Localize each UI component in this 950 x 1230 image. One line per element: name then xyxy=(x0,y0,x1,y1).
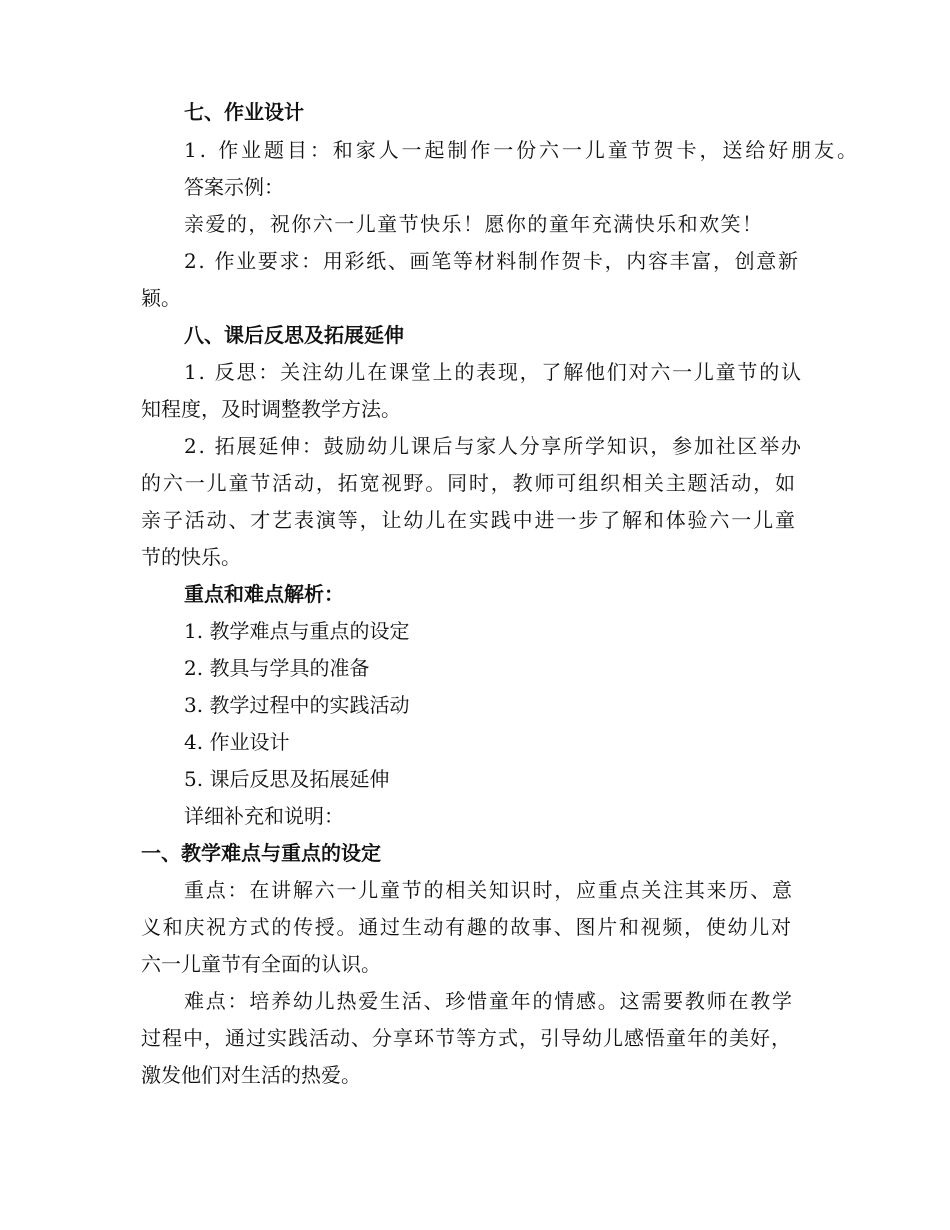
paragraph-line: 4. 作业设计 xyxy=(184,730,290,754)
paragraph-line: 过程中，通过实践活动、分享环节等方式，引导幼儿感悟童年的美好， xyxy=(141,1026,792,1050)
paragraph-line: 2. 作业要求：用彩纸、画笔等材料制作贺卡，内容丰富，创意新 xyxy=(184,249,800,273)
section-heading: 八、课后反思及拓展延伸 xyxy=(184,323,404,347)
section-heading: 一、教学难点与重点的设定 xyxy=(141,841,381,865)
paragraph-line: 答案示例： xyxy=(184,175,284,199)
paragraph-line: 2. 教具与学具的准备 xyxy=(184,656,370,680)
section-heading: 重点和难点解析： xyxy=(184,582,344,606)
paragraph-line: 义和庆祝方式的传授。通过生动有趣的故事、图片和视频，使幼儿对 xyxy=(141,915,793,939)
paragraph-line: 5. 课后反思及拓展延伸 xyxy=(184,767,390,791)
paragraph-line: 亲子活动、才艺表演等，让幼儿在实践中进一步了解和体验六一儿童 xyxy=(141,508,797,532)
paragraph-line: 详细补充和说明： xyxy=(184,804,344,828)
paragraph-line: 1. 作业题目：和家人一起制作一份六一儿童节贺卡，送给好朋友。 xyxy=(184,138,860,162)
paragraph-line: 知程度，及时调整教学方法。 xyxy=(141,397,401,421)
paragraph-line: 重点：在讲解六一儿童节的相关知识时，应重点关注其来历、意 xyxy=(184,878,794,902)
paragraph-line: 亲爱的，祝你六一儿童节快乐！愿你的童年充满快乐和欢笑！ xyxy=(184,212,764,236)
paragraph-line: 难点：培养幼儿热爱生活、珍惜童年的情感。这需要教师在教学 xyxy=(184,989,794,1013)
paragraph-line: 3. 教学过程中的实践活动 xyxy=(184,693,410,717)
paragraph-line: 六一儿童节有全面的认识。 xyxy=(141,952,381,976)
section-heading: 七、作业设计 xyxy=(184,100,304,124)
paragraph-line: 2. 拓展延伸：鼓励幼儿课后与家人分享所学知识，参加社区举办 xyxy=(184,434,803,458)
paragraph-line: 的六一儿童节活动，拓宽视野。同时，教师可组织相关主题活动，如 xyxy=(141,471,797,495)
paragraph-line: 节的快乐。 xyxy=(141,545,241,569)
paragraph-line: 颖。 xyxy=(141,286,181,310)
paragraph-line: 1. 教学难点与重点的设定 xyxy=(184,619,410,643)
paragraph-line: 激发他们对生活的热爱。 xyxy=(141,1063,361,1087)
paragraph-line: 1. 反思：关注幼儿在课堂上的表现，了解他们对六一儿童节的认 xyxy=(184,360,803,384)
